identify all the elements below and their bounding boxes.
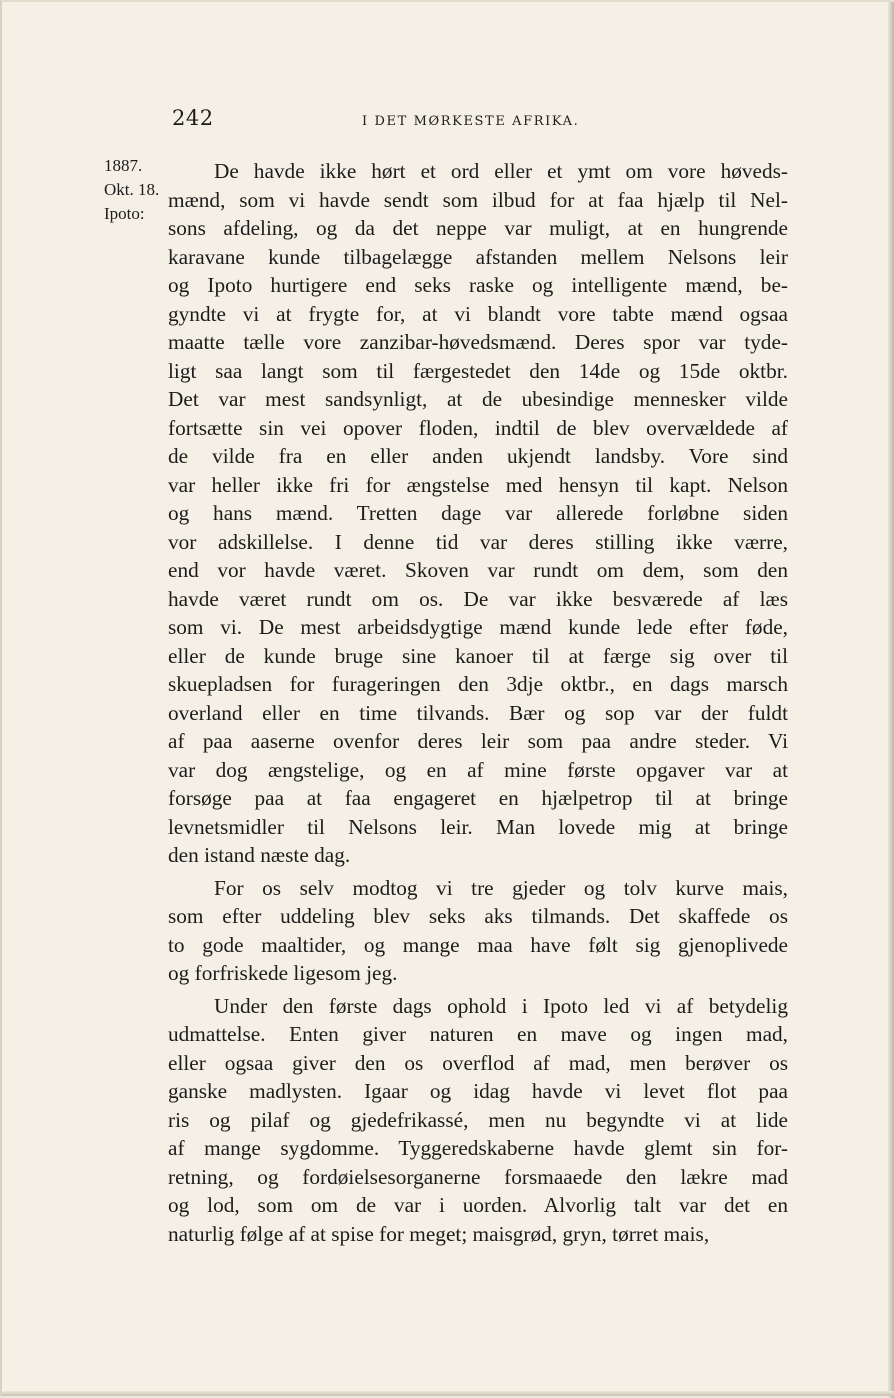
page-edge-right [888,2,894,1398]
text-line: udmattelse. Enten giver naturen en mave og ingen mad, [168,1022,788,1046]
text-line: som vi. De mest arbeidsdygtige mænd kunde lede efter føde, [168,615,788,639]
text-line: eller de kunde bruge sine kanoer til at færge sig over til [168,643,788,668]
text-line: og Ipoto hurtigere end seks raske og intelligente mænd, be- [168,273,788,297]
text-line: naturlig følge af at spise for meget; maisgrød, gryn, tørret mais, [168,1221,710,1246]
paragraph [168,874,788,988]
text-line: fortsætte sin vei opover floden, indtil de blev overvældede af [168,415,788,440]
text-line: den istand næste dag. [168,843,351,867]
text-line: var dog ængstelige, og en af mine første opgaver var at [168,757,788,782]
text-line: ligt saa langt som til færgestedet den 14de og 15de oktbr. [168,358,788,383]
page-number: 242 [172,106,214,130]
text-line: og lod, som om de var i uorden. Alvorlig talt var det en [168,1193,788,1217]
text-line: de vilde fra en eller anden ukjendt landsby. Vore sind [168,444,788,468]
margin-note [104,154,168,226]
running-head: I DET MØRKESTE AFRIKA. [362,114,580,129]
body-text [168,157,788,1248]
margin-note-date: Okt. 18. [104,180,160,199]
page-edge-bottom [2,1391,894,1396]
text-line: end vor havde været. Skoven var rundt om dem, som den [168,558,788,582]
text-line: retning, og fordøielsesorganerne forsmaaede den lækre mad [168,1164,788,1189]
text-line: og hans mænd. Tretten dage var allerede forløbne siden [168,501,788,525]
text-line: skuepladsen for furageringen den 3dje oktbr., en dags marsch [168,672,788,696]
text-line: vor adskillelse. I denne tid var deres stilling ikke værre, [168,529,788,554]
text-line: sons afdeling, og da det neppe var muligt, at en hungrende [168,216,788,240]
text-line: mænd, som vi havde sendt som ilbud for at faa hjælp til Nel- [168,187,788,212]
text-line: overland eller en time tilvands. Bær og sop var der fuldt [168,700,788,725]
text-line: ganske madlysten. Igaar og idag havde vi levet flot paa [168,1079,788,1103]
page-header [172,106,784,136]
text-line: karavane kunde tilbagelægge afstanden mellem Nelsons leir [168,244,788,269]
margin-note-place: Ipoto: [104,204,145,223]
text-line: gyndte vi at frygte for, at vi blandt vore tabte mænd ogsaa [168,301,788,326]
text-line: to gode maaltider, og mange maa have følt sig gjenoplivede [168,932,788,957]
text-line: var heller ikke fri for ængstelse med hensyn til kapt. Nelson [168,472,788,497]
text-line: eller ogsaa giver den os overflod af mad, men berøver os [168,1050,788,1075]
text-line: og forfriskede ligesom jeg. [168,961,398,985]
text-line: De havde ikke hørt et ord eller et ymt om vore høveds- [214,159,788,183]
paragraph [168,157,788,870]
text-line: For os selv modtog vi tre gjeder og tolv kurve mais, [214,875,788,900]
text-line: som efter uddeling blev seks aks tilmands. Det skaffede os [168,904,788,928]
text-line: af mange sygdomme. Tyggeredskaberne havde glemt sin for- [168,1136,788,1160]
text-line: ris og pilaf og gjedefrikassé, men nu begyndte vi at lide [168,1107,788,1132]
text-line: Under den første dags ophold i Ipoto led vi af betydelig [214,993,788,1018]
margin-note-year: 1887. [104,156,143,175]
text-line: forsøge paa at faa engageret en hjælpetrop til at bringe [168,786,788,810]
text-line: af paa aaserne ovenfor deres leir som paa andre steder. Vi [168,729,788,753]
text-line: maatte tælle vore zanzibar-høvedsmænd. Deres spor var tyde- [168,330,788,354]
text-line: Det var mest sandsynligt, at de ubesindige mennesker vilde [168,387,788,411]
paragraph [168,992,788,1249]
text-line: levnetsmidler til Nelsons leir. Man lovede mig at bringe [168,814,788,839]
text-line: havde været rundt om os. De var ikke besværede af læs [168,586,788,611]
